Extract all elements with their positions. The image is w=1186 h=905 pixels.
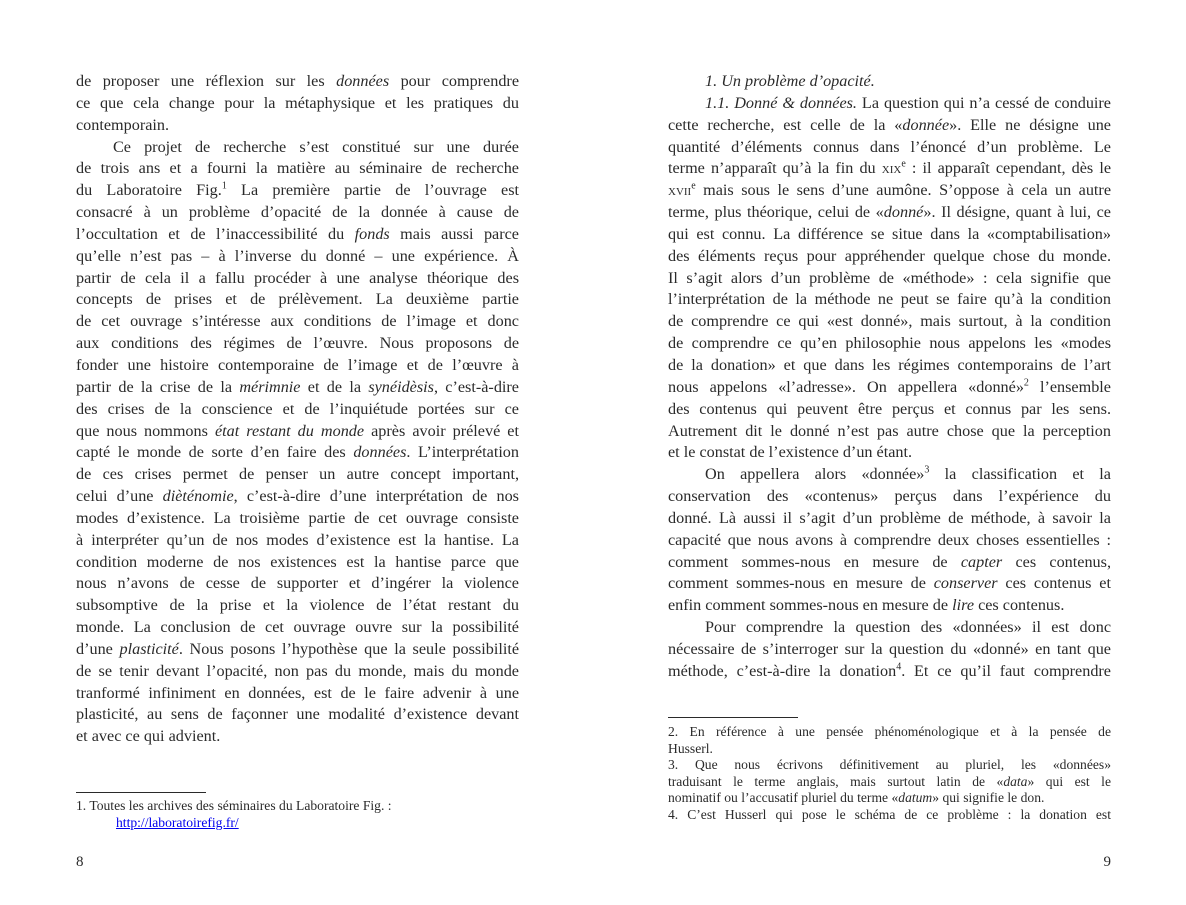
text-line: Ce projet de recherche s’est constitué sur une durée: [113, 137, 519, 156]
text-line: conservation des «contenus» perçus dans l’expérience du: [668, 487, 1111, 506]
text-line: subsomptive de la prise et la violence de l’état restant du: [76, 596, 519, 615]
text-line: fonder une histoire contemporaine de l’image et de l’œuvre à: [76, 355, 519, 374]
text-line: quantité d’éléments connus dans l’énoncé d’un problème. Le: [668, 137, 1111, 156]
text-line: comment sommes-nous en mesure de capter ces contenus,: [668, 552, 1111, 571]
text-line: et avec ce qui advient.: [76, 727, 221, 746]
text-line: Autrement dit le donné n’est pas autre chose que la perception: [668, 421, 1111, 440]
footnote-line: Husserl.: [668, 740, 713, 756]
footnote-separator: [76, 792, 206, 793]
left-page-footnotes: [76, 798, 519, 831]
text-line: d’une plasticité. Nous posons l’hypothèse que la seule possibilité: [76, 639, 520, 658]
text-line: de comprendre ce qu’en philosophie nous appelons les «modes: [668, 334, 1111, 353]
text-line: des contenus qui peuvent être perçus et connus par les sens.: [668, 399, 1111, 418]
text-line: terme, plus théorique, celui de «donné». Il désigne, quant à lui, ce: [668, 203, 1111, 222]
text-line: partir de cela il a fallu procéder à une analyse théorique des: [76, 268, 519, 287]
text-line: qu’elle n’est pas – à l’inverse du donné – une expérience. À: [76, 246, 519, 265]
text-line: consacré à un problème d’opacité de la donnée à cause de: [76, 203, 519, 222]
text-line: comment sommes-nous en mesure de conserver ces contenus et: [668, 574, 1111, 593]
page-number-left: 8: [76, 854, 84, 870]
right-page-footnotes: [668, 724, 1111, 823]
text-line: de cet ouvrage s’intéresse aux conditions de l’image et donc: [76, 312, 519, 331]
footnote-line: 4. C’est Husserl qui pose le schéma de ce problème : la donation est: [668, 806, 1111, 822]
text-line: 1. Un problème d’opacité.: [705, 72, 875, 90]
text-line: nous n’avons de cesse de supporter et d’ingérer la violence: [76, 574, 519, 593]
text-line: de se tenir devant l’opacité, non pas du monde, mais du monde: [76, 661, 519, 680]
right-page: [668, 0, 1111, 905]
right-page-body-text: [668, 71, 1111, 683]
text-line: condition moderne de nos existences est la hantise parce que: [76, 552, 519, 571]
text-line: de ces crises permet de penser un autre concept important,: [76, 465, 519, 484]
text-line: cette recherche, est celle de la «donnée». Elle ne désigne une: [668, 115, 1111, 134]
text-line: celui d’une dièténomie, c’est-à-dire d’une interprétation de nos: [76, 487, 519, 506]
text-line: de proposer une réflexion sur les données pour comprendre: [76, 72, 520, 90]
footnote-link[interactable]: http://laboratoirefig.fr/: [116, 814, 239, 830]
footnote-line: nominatif ou l’accusatif pluriel du terme «datum» qui signifie le don.: [668, 790, 1045, 805]
page-number-right: 9: [1103, 854, 1111, 870]
text-line: de la donation» et que dans les régimes contemporains de l’art: [668, 355, 1111, 374]
text-line: à interpréter qu’un de nos modes d’existence est la hantise. La: [76, 530, 519, 549]
footnote-1: 1. Toutes les archives des séminaires du Laboratoire Fig. :: [76, 798, 392, 813]
text-line: Il s’agit alors d’un problème de «méthode» : cela signifie que: [668, 268, 1111, 287]
left-page-body-text: [76, 71, 519, 748]
text-line: concepts de prises et de prélèvement. La deuxième partie: [76, 290, 519, 309]
text-line: Pour comprendre la question des «données» il est donc: [705, 618, 1111, 637]
text-line: modes d’existence. La troisième partie de cet ouvrage consiste: [76, 508, 519, 527]
left-page: [76, 0, 519, 905]
text-line: et le constat de l’existence d’un étant.: [668, 443, 913, 462]
text-line: l’occultation et de l’inaccessibilité du fonds mais aussi parce: [76, 224, 519, 243]
text-line: On appellera alors «donnée»$^3$ la classification et la: [705, 464, 1111, 484]
text-line: nécessaire de s’interroger sur la question du «donné» en tant que: [668, 639, 1111, 658]
text-line: capacité que nous avons à comprendre deux choses essentielles :: [668, 530, 1111, 549]
text-line: l’interprétation de la méthode ne peut se faire qu’à la condition: [668, 290, 1111, 309]
text-line: du Laboratoire Fig.$^1$ La première partie de l’ouvrage est: [76, 180, 519, 200]
text-line: xvii$^e$ mais sous le sens d’une aumône. S’oppose à cela un autre: [668, 180, 1111, 200]
text-line: donné. Là aussi il s’agit d’un problème de méthode, à savoir la: [668, 508, 1111, 527]
text-line: qui est connu. La différence se situe dans la «comptabilisation»: [668, 224, 1111, 243]
text-line: capté le monde de sorte d’en faire des données. L’interprétation: [76, 443, 519, 462]
text-line: méthode, c’est-à-dire la donation$^4$. Et ce qu’il faut comprendre: [668, 661, 1111, 680]
text-line: que nous nommons état restant du monde après avoir prélevé et: [76, 421, 519, 440]
text-line: de trois ans et a fourni la matière au séminaire de recherche: [76, 159, 519, 178]
footnote-line: 2. En référence à une pensée phénoménologique et à la pensée de: [668, 724, 1111, 739]
text-line: aux conditions des régimes de l’œuvre. Nous proposons de: [76, 334, 519, 353]
text-line: nous appelons «l’adresse». On appellera «donné»$^2$ l’ensemble: [668, 377, 1111, 396]
footnote-separator: [668, 717, 798, 718]
text-line: partir de la crise de la mérimnie et de la synéidèsis, c’est-à-dire: [76, 377, 519, 396]
text-line: des éléments reçus pour appréhender quelque chose du monde.: [668, 246, 1111, 265]
text-line: contemporain.: [76, 115, 170, 134]
text-line: ce que cela change pour la métaphysique et les pratiques du: [76, 93, 519, 112]
text-line: de comprendre ce qui «est donné», mais surtout, à la condition: [668, 312, 1111, 331]
text-line: enfin comment sommes-nous en mesure de lire ces contenus.: [668, 596, 1065, 615]
text-line: 1.1. Donné & données. La question qui n’a cessé de conduire: [705, 93, 1111, 112]
footnote-line: 3. Que nous écrivons définitivement au pluriel, les «données»: [668, 757, 1111, 772]
text-line: monde. La conclusion de cet ouvrage ouvre sur la possibilité: [76, 618, 519, 637]
text-line: plasticité, au sens de façonner une modalité d’existence devant: [76, 705, 519, 724]
footnote-line: traduisant le terme anglais, mais surtout latin de «data» qui est le: [668, 773, 1111, 789]
text-line: tranformé infiniment en données, est de le faire advenir à une: [76, 683, 519, 702]
text-line: des crises de la conscience et de l’inquiétude portées sur ce: [76, 399, 519, 418]
text-line: terme n’apparaît qu’à la fin du xix$^e$ : il apparaît cependant, dès le: [668, 158, 1111, 178]
